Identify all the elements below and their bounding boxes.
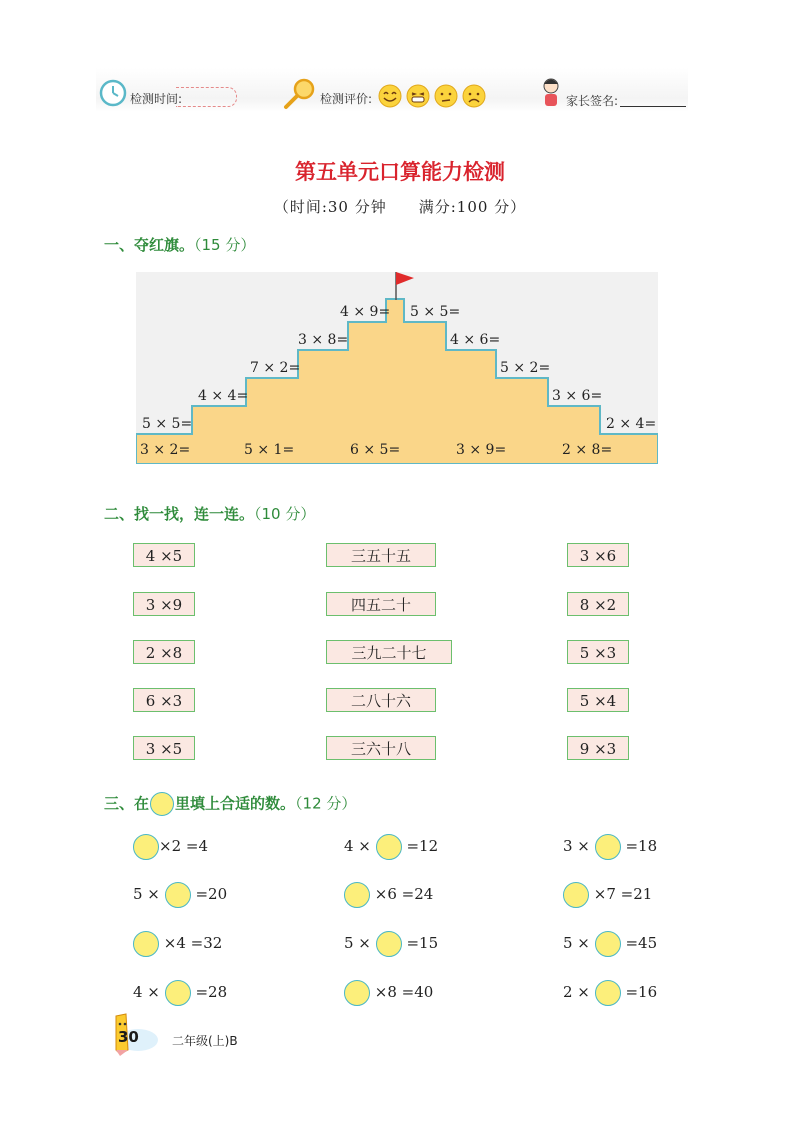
step-8-label: 5 × 2= — [500, 360, 551, 376]
step-2-label: 4 × 4= — [198, 388, 249, 404]
eq-post: ×8 =40 — [374, 983, 434, 1001]
base-label-3: 6 × 5= — [350, 442, 401, 458]
middle-box-5[interactable]: 三六十八 — [326, 736, 436, 760]
eq-pre: 3 × — [563, 837, 590, 855]
answer-circle[interactable] — [165, 980, 191, 1006]
section2-heading — [104, 503, 315, 524]
section1-heading-text: 一、夺红旗。 — [104, 236, 195, 254]
eq-post: ×4 =32 — [163, 934, 223, 952]
answer-circle[interactable] — [376, 931, 402, 957]
base-label-4: 3 × 9= — [456, 442, 507, 458]
base-label-2: 5 × 1= — [244, 442, 295, 458]
eq-pre: 4 × — [133, 983, 160, 1001]
section3-heading — [104, 792, 356, 816]
time-field[interactable] — [176, 87, 237, 107]
step-10-label: 2 × 4= — [606, 416, 657, 432]
answer-circle[interactable] — [595, 834, 621, 860]
left-box-1[interactable]: 4 ×5 — [133, 543, 195, 567]
page-title: 第五单元口算能力检测 — [295, 159, 505, 184]
equation-2-2 — [344, 879, 433, 909]
equation-3-2 — [344, 928, 438, 958]
equation-1-2 — [344, 831, 438, 861]
answer-circle[interactable] — [344, 882, 370, 908]
right-box-3[interactable]: 5 ×3 — [567, 640, 629, 664]
middle-box-4[interactable]: 二八十六 — [326, 688, 436, 712]
answer-circle[interactable] — [595, 931, 621, 957]
eq-pre: 5 × — [344, 934, 371, 952]
signature-line[interactable] — [620, 106, 686, 107]
base-label-1: 3 × 2= — [140, 442, 191, 458]
equation-4-1 — [133, 977, 227, 1007]
step-1-label: 5 × 5= — [142, 416, 193, 432]
magnifier-icon — [282, 78, 318, 110]
eq-post: =15 — [406, 934, 439, 952]
step-4-label: 3 × 8= — [298, 332, 349, 348]
eq-post: =20 — [195, 885, 228, 903]
section3-heading-post: 里填上合适的数。 — [175, 794, 296, 813]
grade-label: 二年级(上)B — [172, 1034, 238, 1048]
section1-points: （15 分） — [194, 236, 256, 254]
equation-3-3 — [563, 928, 657, 958]
answer-circle[interactable] — [165, 882, 191, 908]
step-7-label: 4 × 6= — [450, 332, 501, 348]
section3-points: （12 分） — [295, 794, 357, 813]
equation-1-3 — [563, 831, 657, 861]
eq-post: =12 — [406, 837, 439, 855]
answer-circle[interactable] — [595, 980, 621, 1006]
heading-circle-icon — [150, 792, 174, 816]
time-label: 检测时间: — [130, 92, 183, 106]
left-box-5[interactable]: 3 ×5 — [133, 736, 195, 760]
red-flag-icon — [392, 270, 416, 302]
answer-circle[interactable] — [344, 980, 370, 1006]
answer-circle[interactable] — [133, 834, 159, 860]
eq-post: =16 — [625, 983, 658, 1001]
base-label-5: 2 × 8= — [562, 442, 613, 458]
eq-post: ×7 =21 — [593, 885, 653, 903]
eq-post: ×6 =24 — [374, 885, 434, 903]
eq-post: =45 — [625, 934, 658, 952]
answer-circle[interactable] — [563, 882, 589, 908]
equation-4-2 — [344, 977, 433, 1007]
equation-3-1 — [133, 928, 222, 958]
right-box-1[interactable]: 3 ×6 — [567, 543, 629, 567]
eq-pre: 5 × — [133, 885, 160, 903]
eq-pre: 4 × — [344, 837, 371, 855]
left-box-3[interactable]: 2 ×8 — [133, 640, 195, 664]
middle-box-1[interactable]: 三五十五 — [326, 543, 436, 567]
eq-post: ×2 =4 — [159, 837, 208, 855]
page-number: 30 — [118, 1028, 139, 1046]
step-3-label: 7 × 2= — [250, 360, 301, 376]
grin-face-icon[interactable] — [406, 84, 430, 108]
eval-label: 检测评价: — [320, 92, 373, 106]
equation-2-3 — [563, 879, 652, 909]
right-box-5[interactable]: 9 ×3 — [567, 736, 629, 760]
section1-heading — [104, 234, 255, 255]
left-box-2[interactable]: 3 ×9 — [133, 592, 195, 616]
middle-box-3[interactable]: 三九二十七 — [326, 640, 452, 664]
answer-circle[interactable] — [376, 834, 402, 860]
left-box-4[interactable]: 6 ×3 — [133, 688, 195, 712]
equation-4-3 — [563, 977, 657, 1007]
section2-points: （10 分） — [254, 505, 316, 523]
child-icon — [538, 76, 564, 110]
step-5-label: 4 × 9= — [340, 304, 391, 320]
section2-heading-text: 二、找一找，连一连。 — [104, 505, 255, 523]
eq-pre: 2 × — [563, 983, 590, 1001]
eq-post: =18 — [625, 837, 658, 855]
step-6-label: 5 × 5= — [410, 304, 461, 320]
clock-icon — [98, 78, 128, 108]
equation-2-1 — [133, 879, 227, 909]
worried-face-icon[interactable] — [434, 84, 458, 108]
page-subtitle: （时间:30 分钟 满分:100 分） — [273, 198, 527, 216]
eq-post: =28 — [195, 983, 228, 1001]
happy-face-icon[interactable] — [378, 84, 402, 108]
equation-1-1 — [133, 831, 208, 861]
middle-box-2[interactable]: 四五二十 — [326, 592, 436, 616]
right-box-4[interactable]: 5 ×4 — [567, 688, 629, 712]
sad-face-icon[interactable] — [462, 84, 486, 108]
signature-label: 家长签名: — [566, 94, 619, 108]
answer-circle[interactable] — [133, 931, 159, 957]
section3-heading-pre: 三、在 — [104, 794, 150, 813]
step-9-label: 3 × 6= — [552, 388, 603, 404]
right-box-2[interactable]: 8 ×2 — [567, 592, 629, 616]
eq-pre: 5 × — [563, 934, 590, 952]
